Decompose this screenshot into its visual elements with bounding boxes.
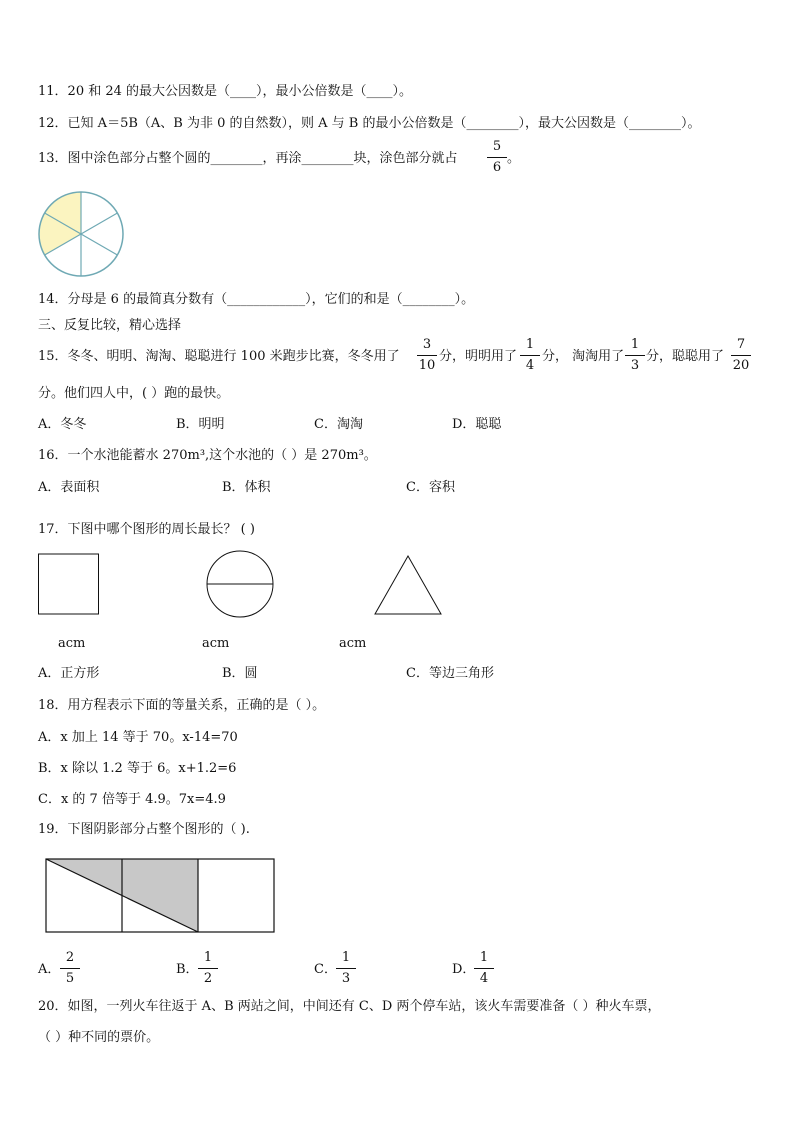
option-d[interactable]: D．聪聪 xyxy=(452,417,502,432)
question-15-part4: 分，聪聪用了 xyxy=(646,349,725,364)
fraction-1-3 xyxy=(625,338,645,374)
question-14: 14．分母是 6 的最简真分数有（____________），它们的和是（________）。 xyxy=(38,292,475,307)
option-c[interactable]: C．x 的 7 倍等于 4.9。7x=4.9 xyxy=(38,792,226,807)
option-c[interactable]: C．容积 xyxy=(406,480,455,495)
option-b-label[interactable]: B． xyxy=(176,962,199,977)
option-b[interactable]: B．明明 xyxy=(176,417,225,432)
option-a-label[interactable]: A． xyxy=(38,962,61,977)
square-shape xyxy=(39,554,99,614)
fraction-numerator: 7 xyxy=(736,337,746,352)
question-15-line2: 分。他们四人中，( ）跑的最快。 xyxy=(38,386,230,401)
fraction-denominator: 3 xyxy=(341,971,351,986)
fraction-numerator: 1 xyxy=(479,950,489,965)
option-c-fraction[interactable] xyxy=(336,951,356,987)
option-c[interactable]: C．等边三角形 xyxy=(406,666,494,681)
question-13-text: 13．图中涂色部分占整个圆的________，再涂________块，涂色部分就占 xyxy=(38,151,458,166)
fraction-numerator: 3 xyxy=(422,337,432,352)
option-b-fraction[interactable] xyxy=(198,951,218,987)
fraction-denominator: 2 xyxy=(203,971,213,986)
option-b[interactable]: B．圆 xyxy=(222,666,258,681)
fraction-1-4 xyxy=(520,338,540,374)
option-b[interactable]: B．体积 xyxy=(222,480,271,495)
question-18: 18．用方程表示下面的等量关系，正确的是（ ）。 xyxy=(38,698,326,713)
triangle-shape xyxy=(375,556,441,614)
fraction-denominator: 5 xyxy=(65,971,75,986)
fraction-denominator: 6 xyxy=(492,160,502,175)
question-11: 11．20 和 24 的最大公因数是（____），最小公倍数是（____）。 xyxy=(38,84,413,99)
question-12: 12．已知 A＝5B（A、B 为非 0 的自然数），则 A 与 B 的最小公倍数是（________），最大公因数是（________）。 xyxy=(38,116,701,131)
question-15-part3: 分， 淘淘用了 xyxy=(542,349,625,364)
fraction-denominator: 4 xyxy=(525,358,535,373)
question-20-line1: 20．如图，一列火车往返于 A、B 两站之间，中间还有 C、D 两个停车站，该火车需要准备（ ）种火车票， xyxy=(38,999,661,1014)
fraction-7-20 xyxy=(731,338,751,374)
option-a[interactable]: A．正方形 xyxy=(38,666,100,681)
fraction-numerator: 5 xyxy=(492,139,502,154)
fraction-numerator: 1 xyxy=(341,950,351,965)
fraction-numerator: 1 xyxy=(630,337,640,352)
option-c-label[interactable]: C． xyxy=(314,962,337,977)
question-15-part1: 15．冬冬、明明、淘淘、聪聪进行 100 米跑步比赛，冬冬用了 xyxy=(38,349,400,364)
fraction-denominator: 3 xyxy=(630,358,640,373)
question-15-part2: 分，明明用了 xyxy=(439,349,518,364)
six-sector-circle-figure xyxy=(37,190,127,280)
fraction-denominator: 4 xyxy=(479,971,489,986)
fraction-numerator: 1 xyxy=(203,950,213,965)
option-c[interactable]: C．淘淘 xyxy=(314,417,363,432)
shapes-figure xyxy=(38,552,458,622)
question-17: 17．下图中哪个图形的周长最长？ ( ) xyxy=(38,522,255,537)
question-19: 19．下图阴影部分占整个图形的（ ). xyxy=(38,822,250,837)
question-20-line2: （ ）种不同的票价。 xyxy=(38,1030,160,1045)
fraction-numerator: 2 xyxy=(65,950,75,965)
fraction-3-10 xyxy=(417,338,437,374)
circle-label: acm xyxy=(202,636,230,651)
question-13-fraction xyxy=(487,140,507,176)
option-a[interactable]: A．x 加上 14 等于 70。x-14=70 xyxy=(38,730,238,745)
option-a-fraction[interactable] xyxy=(60,951,80,987)
fraction-numerator: 1 xyxy=(525,337,535,352)
option-d-fraction[interactable] xyxy=(474,951,494,987)
fraction-denominator: 20 xyxy=(732,358,750,373)
option-d-label[interactable]: D． xyxy=(452,962,476,977)
question-13 xyxy=(38,152,458,165)
fraction-denominator: 10 xyxy=(418,358,436,373)
question-16: 16．一个水池能蓄水 270m³,这个水池的（ ）是 270m³。 xyxy=(38,448,377,463)
option-a[interactable]: A．表面积 xyxy=(38,480,100,495)
option-b[interactable]: B．x 除以 1.2 等于 6。x+1.2=6 xyxy=(38,761,237,776)
triangle-label: acm xyxy=(339,636,367,651)
section-heading: 三、反复比较，精心选择 xyxy=(38,318,182,333)
square-label: acm xyxy=(58,636,86,651)
question-13-end: 。 xyxy=(507,151,521,166)
option-a[interactable]: A．冬冬 xyxy=(38,417,87,432)
shaded-rectangles-figure xyxy=(45,858,277,934)
